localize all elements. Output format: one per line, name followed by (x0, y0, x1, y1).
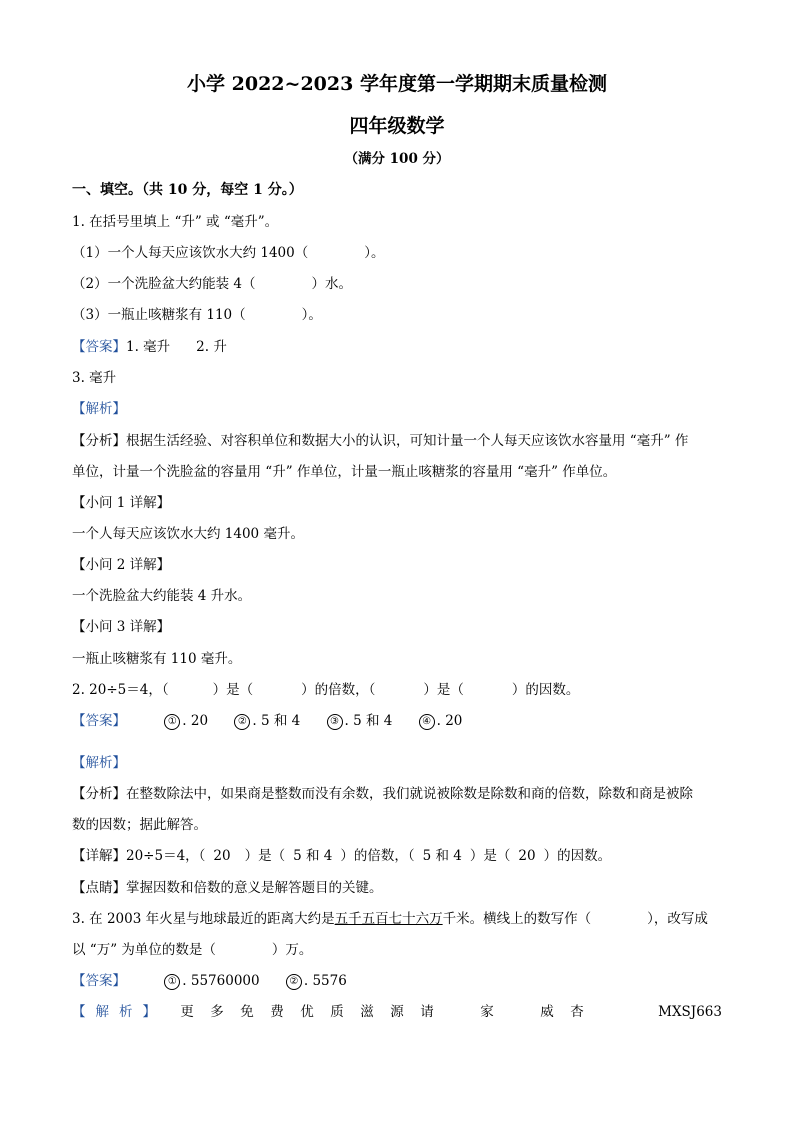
score-note: （满分 100 分） (344, 151, 450, 167)
q2-tip: 【点睛】掌握因数和倍数的意义是解答题目的关键。 (72, 880, 383, 896)
q2-fenxi-line1: 【分析】在整数除法中，如果商是整数而没有余数，我们就说被除数是除数和商的倍数，除数和商是被除 (72, 786, 693, 802)
q3-answer: 【答案】 ① . 55760000 ② . 5576 (72, 973, 347, 989)
q2-detail: 【详解】20÷5＝4，（ 20 ）是（ 5 和 4 ）的倍数，（ 5 和 4 ）是（ 20 ）的因数。 (72, 848, 612, 864)
q3-stem-line1: 3. 在 2003 年火星与地球最近的距离大约是五千五百七十六万千米。横线上的数写作（ ），改写成 (72, 911, 708, 927)
q1-answer-3: 3. 毫升 (72, 370, 117, 386)
q1-sub2-text: 一个洗脸盆大约能装 4 升水。 (72, 588, 252, 604)
footer-promo-text: 更 多 免 费 优 质 滋 源 请 家 威 杏 (180, 1004, 584, 1020)
answer-tag: 【答案】 (72, 339, 126, 355)
q3-stem-line2: 以 “万” 为单位的数是（ ）万。 (72, 942, 313, 958)
q1-stem: 1. 在括号里填上 “升” 或 “毫升”。 (72, 214, 279, 230)
q2-analysis-tag: 【解析】 (72, 755, 126, 771)
q2-answer: 【答案】 ① . 20 ② . 5 和 4 ③ . 5 和 4 ④ . 20 (72, 713, 463, 729)
q1-sub3-text: 一瓶止咳糖浆有 110 毫升。 (72, 651, 242, 667)
q1-part2: （2）一个洗脸盆大约能装 4（ ）水。 (72, 276, 352, 292)
q1-sub2-tag: 【小问 2 详解】 (72, 557, 171, 573)
q1-part3: （3）一瓶止咳糖浆有 110（ ）。 (72, 307, 322, 323)
page-subtitle: 四年级数学 (349, 115, 445, 137)
q1-sub3-tag: 【小问 3 详解】 (72, 619, 171, 635)
q1-sub1-text: 一个人每天应该饮水大约 1400 毫升。 (72, 526, 304, 542)
footer-code: MXSJ663 (658, 1004, 722, 1020)
q1-fenxi-line1: 【分析】根据生活经验、对容积单位和数据大小的认识，可知计量一个人每天应该饮水容量用 “毫升” 作 (72, 433, 689, 449)
q3-analysis-row: 【解析】 更 多 免 费 优 质 滋 源 请 家 威 杏 (72, 1003, 722, 1021)
q1-fenxi-line2: 单位，计量一个洗脸盆的容量用 “升” 作单位，计量一瓶止咳糖浆的容量用 “毫升” 作单位。 (72, 464, 617, 480)
q1-answer: 【答案】1. 毫升 2. 升 (72, 339, 227, 355)
q2-stem: 2. 20÷5＝4，（ ）是（ ）的倍数，（ ）是（ ）的因数。 (72, 682, 580, 698)
page-title: 小学 2022~2023 学年度第一学期期末质量检测 (187, 73, 607, 95)
q1-analysis-tag: 【解析】 (72, 401, 126, 417)
section-heading: 一、填空。（共 10 分，每空 1 分。） (72, 182, 303, 198)
q2-fenxi-line2: 数的因数；据此解答。 (72, 817, 207, 833)
q1-part1: （1）一个人每天应该饮水大约 1400（ ）。 (72, 245, 385, 261)
q1-sub1-tag: 【小问 1 详解】 (72, 495, 171, 511)
